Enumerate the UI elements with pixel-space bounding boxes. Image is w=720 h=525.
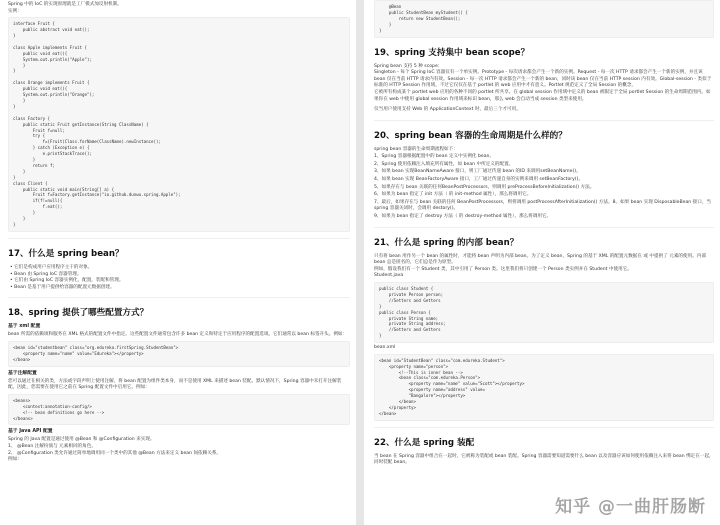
heading-q19: 19、spring 支持集中 bean scope？: [374, 47, 530, 58]
xml-config-heading: 基于 xml 配置: [8, 324, 41, 330]
q19-note: 仅当用户使用支持 Web 的 ApplicationContext 时，最后三个才可用。: [374, 107, 521, 113]
code-block-inner-bean: <bean id="StudentBean" class="com.edureka.Student"> <property name="person"> <!--This is inner bean --> <bean class="com.edureka.Person"> <property name="name" value="Scott"></property> <property name="address" value= "Bangalore"></property> </bean> </property> </bean>: [374, 354, 714, 421]
xml-config-text: bean 所需的依赖项和服务在 XML 格式的配置文件中指定。这些配置文件通常包含许多 bean 定义和特定于应用程序的配置选项。它们通常以 bean 标签开头。例如：: [8, 332, 348, 338]
list-item: 9、如果为 bean 指定了 destroy 方法（ 的 destroy-method 属性），那么将调用它。: [374, 214, 552, 220]
list-item: 1、Spring 容器根据配置中的 bean 定义中实例化 bean。: [374, 154, 495, 160]
list-item: 4、如果 bean 实现 BeanFactoryAware 接口，工厂通过传递自身的实例来调用 setBeanFactory()。: [374, 177, 584, 183]
list-item: • 它们由 Spring IoC 容器实例化，配置，装配和管理。: [10, 278, 350, 285]
bean-xml-label: bean.xml: [374, 345, 396, 351]
document-page-right: [364, 0, 720, 525]
code-block-xml-bean: <bean id="studentbean" class="org.edureka.firstSpring.StudentBean"> <property name="name" value="Edureka"></property> </bean>: [8, 341, 350, 367]
section-divider: [374, 120, 714, 121]
document-page-left: [0, 0, 356, 525]
list-item: • Bean 由 Spring IoC 容器管理。: [10, 272, 350, 279]
list-item: • Bean 是基于用户提供给容器的配置元数据创建。: [10, 285, 350, 292]
heading-q18: 18、spring 提供了哪些配置方式？: [8, 308, 149, 319]
list-item: 2、Spring 使用依赖注入填充所有属性，如 bean 中所定义的配置。: [374, 161, 514, 167]
java-config-text: Spring 的 Java 配置是通过使用 @Bean 和 @Configuration 来实现。 1、 @Bean 注解扮演与 元素相同的角色。 2、 @Configuration 类允许通过简单地调用同一个类中的其他 @Bean 方法来定义 bean 间依赖关系。: [8, 437, 222, 456]
q19-text: Spring bean 支持 5 种 scope： Singleton - 每个 Spring IoC 容器仅有一个单实例。Prototype - 每次请求都会产生一个新的实例。Request - 每一次 HTTP 请求都会产生一个新的实例，并且该 bean 仅在当前 HTTP 请求内有效。Session - 每一次 HTTP 请求都会产生一个新的 bean，同时该 bean 仅在当前 HTTP session 内有效。Global-session - 类似于标准的 HTTP Session 作用域，不过它仅仅在基于 portlet 的 web 应用中才有意义。Portlet 规范定义了全局 Session 的概念， 它被所有构成某个 portlet web 应用的各种不同的 portlet 所共享。在 global session 作用域中定义的 bean 被限定于全局 portlet Session 的生命周期范围内。如果你在 web 中使用 global session 作用域来标识 bean，那么 web 会自动当成 session 类型来使用。: [374, 63, 712, 102]
q20-steps: [374, 154, 714, 220]
example-label: 实例：: [8, 8, 22, 14]
java-config-heading: 基于 Java API 配置: [8, 429, 53, 435]
heading-q22: 22、什么是 spring 装配: [374, 437, 475, 448]
list-item: • 它们是构成用户应用程序主干的对象。: [10, 265, 350, 272]
annotation-config-heading: 基于注解配置: [8, 370, 37, 376]
section-divider: [8, 238, 350, 239]
section-divider: [374, 227, 714, 228]
heading-q20: 20、spring bean 容器的生命周期是什么样的？: [374, 130, 567, 141]
q21-text: 只有将 bean 用作另一个 bean 的属性时，才能将 bean 声明为内部 bean。为了定义 bean，Spring 的基于 XML 的配置元数据在 或 中提供了 元素的使用。内部 bean 总是匿名的，它们总是作为原型。 例如，假设我们有一个 Student 类，其中引用了 Person 类。这里我们将只创建一个 Person 类实例并在 Student 中使用它。: [374, 253, 706, 272]
q22-text: 当 bean 在 Spring 容器中组合在一起时，它被称为装配或 bean 装配。Spring 容器需要知道需要什么 bean 以及容器应该如何使用依赖注入来将 bean 绑定在一起，同时装配 bean。: [374, 453, 714, 466]
section-divider: [374, 427, 714, 428]
code-block-java-config: @Bean public StudentBean myStudent() { return new StudentBean(); } }: [374, 0, 714, 38]
code-block-annotation-config: <beans> <context:annotation-config/> <!-- bean definitions go here --> </beans>: [8, 394, 350, 426]
example-label-2: 例如：: [8, 457, 22, 463]
q17-list: [8, 265, 350, 291]
list-item: 6、如果为 bean 指定了 init 方法（ 的 init-method 属性），那么将调用它。: [374, 192, 532, 198]
list-item: 7、最后，如果存在与 bean 关联的任何 BeanPostProcessors，则将调用 postProcessAfterInitialization() 方法。8、如果 bean 实现 DisposableBean 接口，当 spring 容器关闭时，会调用 destory()。: [374, 199, 712, 212]
section-divider: [8, 297, 350, 298]
heading-q21: 21、什么是 spring 的内部 bean？: [374, 237, 519, 248]
annotation-config-text: 您可以通过在相关的类，方法或字段声明上使用注解，将 bean 配置为组件类本身，而不是使用 XML 来描述 bean 装配。默认情况下，Spring 容器中未打开注解装配。因此，您需要在使用它之前在 Spring 配置文件中启用它。例如：: [8, 378, 342, 391]
q20-intro: spring bean 容器的生命周期流程如下：: [374, 146, 458, 152]
list-item: 3、如果 bean 实现BeanNameAware 接口，则工厂通过传递 bean 的ID 来调用setBeanName()。: [374, 169, 581, 175]
intro-text: Spring 中的 IoC 的实现原理就是工厂模式加反射机制。: [8, 2, 122, 7]
heading-q17: 17、什么是 spring bean？: [8, 248, 124, 259]
list-item: 5、如果存在与 bean 关联的任何BeanPostProcessors，则调用 preProcessBeforeInitialization() 方法。: [374, 184, 595, 190]
student-java-label: Student.java: [374, 273, 404, 279]
code-block-student-person: public class Student { private Person person; //Setters and Getters } public class Person { private String name; private String address; //Setters and Getters }: [374, 282, 714, 343]
code-block-ioc-factory: interface Fruit { public abstract void eat(); } class Apple implements Fruit { public void eat(){ System.out.println("Apple"); } } class Orange implements Fruit { public void eat(){ System.out.println("Orange"); } } class Factory { public static Fruit getInstance(String ClassName) { Fruit f=null; try { f=(Fruit)Class.forName(ClassName).newInstance(); } catch (Exception e) { e.printStackTrace(); } return f; } } class Client { public static void main(String[] a) { Fruit f=Factory.getInstance("io.github.dunwu.spring.Apple"); if(f!=null){ f.eat(); } } }: [8, 17, 350, 232]
zhihu-watermark: 知乎 @一曲肝肠断: [555, 497, 706, 517]
